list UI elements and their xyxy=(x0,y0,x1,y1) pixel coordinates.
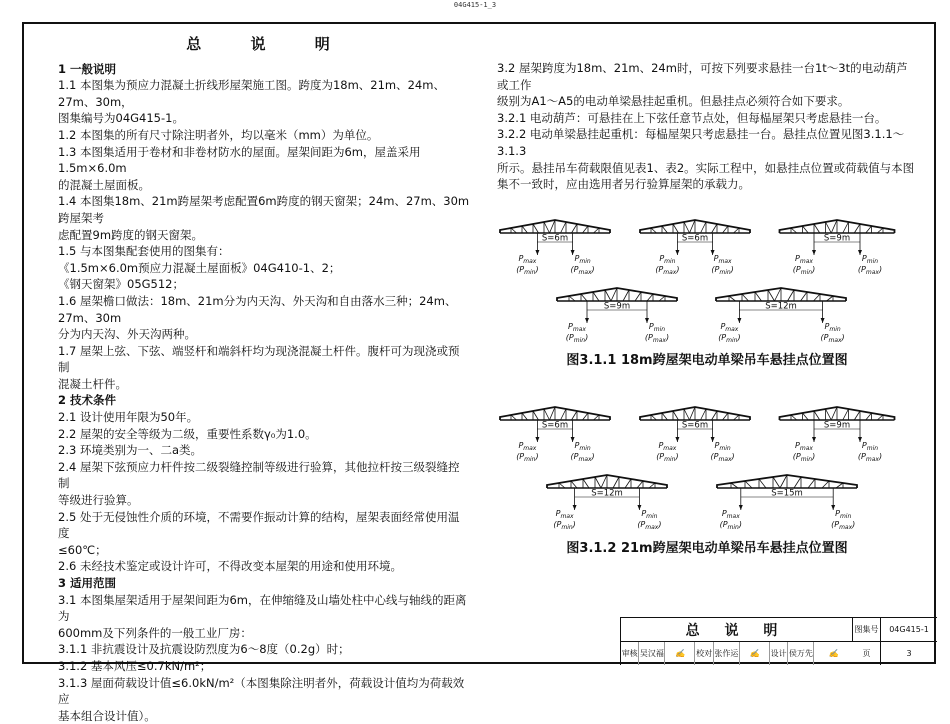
left-text xyxy=(58,61,470,724)
diagonal-member xyxy=(826,409,832,420)
page-title: 总 说 明 xyxy=(186,35,352,53)
signature-row xyxy=(621,642,853,665)
diagonal-member xyxy=(866,413,872,420)
arrow-left xyxy=(675,250,679,255)
text-line: 1.1 本图集为预应力混凝土折线形屋架施工图。跨度为18m、21m、24m、27m、30m， xyxy=(58,78,445,109)
text-line: 虑配置9m跨度的钢天窗架。 xyxy=(58,227,204,242)
text-line: 《1.5m×6.0m预应力混凝土屋面板》04G410-1、2； xyxy=(58,260,341,275)
load-label-left: $P_{max}$ xyxy=(795,440,813,452)
diagonal-member xyxy=(854,411,860,420)
arrow-left xyxy=(585,318,589,323)
atlas-number: 04G415-1 xyxy=(881,618,937,642)
diagonal-member xyxy=(701,222,707,233)
diagonal-member xyxy=(803,226,809,233)
diagonal-member xyxy=(690,220,696,233)
diagonal-member xyxy=(593,292,599,301)
arrow-left xyxy=(573,505,577,510)
diagonal-member xyxy=(854,224,860,233)
truss-diagram xyxy=(780,220,895,276)
diagonal-member xyxy=(544,222,550,233)
load-label-left: $P_{max}$ xyxy=(568,321,586,333)
text-line: 1.5 与本图集配套使用的图集有： xyxy=(58,244,230,259)
arrow-left xyxy=(535,437,539,442)
diagonal-member xyxy=(755,292,762,301)
diagonal-member xyxy=(613,477,619,488)
load-label-right: $P_{min}$ xyxy=(648,321,666,333)
load-label-right-alt: $(P_{max})$ xyxy=(857,264,883,276)
text-line: 所示。悬挂吊车荷载限值见表1、表2。实际工程中，如悬挂点位置或荷载值与本图 xyxy=(497,160,915,175)
diagonal-member xyxy=(775,288,782,301)
figure-3-1-2-diagram xyxy=(497,402,917,532)
diagonal-member xyxy=(561,409,567,420)
section-heading: 3 适用范围 xyxy=(58,576,117,590)
diagonal-member xyxy=(572,224,578,233)
text-line: 的混凝土屋面板。 xyxy=(58,177,150,192)
arrow-left xyxy=(812,437,816,442)
truss-diagram xyxy=(780,407,895,463)
span-label: S=6m xyxy=(681,420,709,431)
load-label-right-alt: $(P_{max})$ xyxy=(820,332,845,344)
diagonal-member xyxy=(583,479,589,488)
arrow-left xyxy=(535,250,539,255)
text-line: 600mm及下列条件的一般工业厂房： xyxy=(58,625,252,640)
review-signature: ✍ xyxy=(665,642,695,665)
diagonal-member xyxy=(843,409,849,420)
diagonal-member xyxy=(826,222,832,233)
diagonal-member xyxy=(843,222,849,233)
load-label-left: $P_{max}$ xyxy=(518,253,537,265)
diagonal-member xyxy=(803,413,809,420)
arrow-left xyxy=(739,505,743,510)
text-line: 2.4 屋架下弦预应力杆件按二级裂缝控制等级进行验算，其他拉杆按三级裂缝控制 xyxy=(58,459,460,491)
truss-diagram xyxy=(640,407,750,463)
design-name: 侯万先 xyxy=(788,642,814,665)
diagonal-member xyxy=(831,407,837,420)
diagonal-member xyxy=(684,222,690,233)
section-heading: 2 技术条件 xyxy=(58,393,117,408)
load-label-left: $P_{max}$ xyxy=(518,440,537,452)
diagonal-member xyxy=(571,481,577,488)
load-label-right: $P_{min}$ xyxy=(641,508,658,520)
arrow-left xyxy=(812,250,816,255)
page-label: 04G415-1_3 xyxy=(453,1,497,9)
load-label-left-alt: $(P_{min})$ xyxy=(792,451,816,463)
load-label-left-alt: $(P_{min})$ xyxy=(719,519,743,531)
diagonal-member xyxy=(673,224,679,233)
text-line: 分为内天沟、外天沟两种。 xyxy=(58,327,196,342)
diagonal-member xyxy=(595,477,601,488)
diagonal-member xyxy=(822,481,829,488)
diagonal-member xyxy=(583,413,589,420)
figure-3-1-1-diagram xyxy=(497,215,917,345)
load-label-left-alt: $(P_{min})$ xyxy=(656,451,679,463)
load-label-left-alt: $(P_{min})$ xyxy=(792,264,816,276)
diagonal-member xyxy=(788,290,795,301)
diagonal-member xyxy=(801,292,808,301)
load-label-right: $P_{min}$ xyxy=(835,508,852,520)
span-label: S=6m xyxy=(541,233,569,244)
text-line: 1.2 本图集的所有尺寸除注明者外，均以毫米（mm）为单位。 xyxy=(58,127,379,142)
atlas-number-label: 图集号 xyxy=(853,618,881,642)
load-label-right: $P_{min}$ xyxy=(574,253,591,265)
diagonal-member xyxy=(712,224,718,233)
text-line: 基本组合设计值）。 xyxy=(58,708,156,723)
truss-diagram xyxy=(547,475,667,531)
text-line: 混凝土杆件。 xyxy=(58,376,127,391)
diagonal-member xyxy=(723,413,729,420)
diagonal-member xyxy=(723,226,729,233)
load-label-left: $P_{max}$ xyxy=(658,440,677,452)
span-label: S=15m xyxy=(771,488,803,499)
text-line: 2.1 设计使用年限为50年。 xyxy=(58,410,199,425)
diagonal-member xyxy=(780,475,787,488)
load-label-right-alt: $(P_{max})$ xyxy=(710,451,735,463)
load-label-left: $P_{max}$ xyxy=(720,321,739,333)
page-number: 3 xyxy=(906,649,912,658)
load-label-right-alt: $(P_{max})$ xyxy=(831,519,856,531)
diagonal-member xyxy=(611,288,617,301)
diagonal-member xyxy=(544,409,550,420)
span-label: S=12m xyxy=(765,301,797,312)
diagonal-member xyxy=(773,477,780,488)
load-label-left-alt: $(P_{min})$ xyxy=(516,451,539,463)
load-label-left: $P_{max}$ xyxy=(555,508,574,520)
text-line: 集不一致时，应由选用者另行验算屋架的承载力。 xyxy=(497,177,750,192)
diagonal-member xyxy=(647,294,653,301)
text-line: 3.2.2 电动单梁悬挂起重机：每榀屋架只考虑悬挂一台。悬挂点位置见图3.1.1～3.1.3 xyxy=(497,127,905,158)
figure-3-1-2 xyxy=(497,402,917,557)
design-signature: ✍ xyxy=(828,649,839,658)
text-line: 2.5 处于无侵蚀性介质的环境，不需要作振动计算的结构，屋架表面经常使用温度 xyxy=(58,509,460,541)
text-line: 等级进行验算。 xyxy=(58,493,139,508)
span-label: S=6m xyxy=(681,233,709,244)
text-line: 2.3 环境类别为一、二a类。 xyxy=(58,443,202,458)
load-label-left-alt: $(P_{max})$ xyxy=(655,264,680,276)
load-label-left-alt: $(P_{min})$ xyxy=(718,332,741,344)
load-label-right-alt: $(P_{min})$ xyxy=(711,264,734,276)
truss-diagram xyxy=(500,407,610,463)
diagonal-member xyxy=(583,226,589,233)
text-line: 1.7 屋架上弦、下弦、端竖杆和端斜杆均为现浇混凝土杆件。腹杆可为现浇或预制 xyxy=(58,343,460,375)
arrow-left xyxy=(737,318,741,323)
text-line: 1.4 本图集18m、21m跨屋架考虑配置6m跨度的钢天窗架；24m、27m、30m跨屋架考 xyxy=(58,194,470,225)
truss-diagram xyxy=(557,288,677,344)
design-label: 设计 xyxy=(770,642,788,665)
diagonal-member xyxy=(637,481,643,488)
figure-3-1-2-caption: 图3.1.2 21m跨屋架电动单梁吊车悬挂点位置图 xyxy=(566,540,848,556)
span-label: S=9m xyxy=(603,301,631,312)
diagonal-member xyxy=(635,292,641,301)
diagonal-member xyxy=(814,411,820,420)
diagonal-member xyxy=(759,479,766,488)
load-label-right: $P_{min}$ xyxy=(861,440,879,452)
truss-diagram xyxy=(500,220,610,276)
diagonal-member xyxy=(550,220,556,233)
load-label-left: $P_{max}$ xyxy=(795,253,813,265)
text-line: 3.2 屋架跨度为18m、21m、24m时，可按下列要求悬挂一台1t～3t的电动葫芦或工作 xyxy=(497,61,908,92)
figure-3-1-1-caption: 图3.1.1 18m跨屋架电动单梁吊车悬挂点位置图 xyxy=(566,353,848,369)
text-line: 2.6 未经技术鉴定或设计许可，不得改变本屋架的用途和使用环境。 xyxy=(58,559,402,574)
load-label-right-alt: $(P_{max})$ xyxy=(570,451,595,463)
span-label: S=12m xyxy=(591,488,623,499)
truss-diagram xyxy=(640,220,750,276)
load-label-right-alt: $(P_{max})$ xyxy=(637,519,662,531)
diagonal-member xyxy=(831,220,837,233)
check-name: 张作运 xyxy=(714,642,740,665)
span-label: S=9m xyxy=(823,420,851,431)
span-label: S=9m xyxy=(823,233,851,244)
check-signature: ✍ xyxy=(740,642,770,665)
diagonal-member xyxy=(673,411,679,420)
diagonal-member xyxy=(662,413,668,420)
load-label-left-alt: $(P_{min})$ xyxy=(516,264,539,276)
text-line: 3.1.3 屋面荷载设计值≤6.0kN/m²（本图集除注明者外，荷载设计值均为荷载效应 xyxy=(58,675,465,707)
load-label-right: $P_{min}$ xyxy=(861,253,879,265)
diagonal-member xyxy=(742,294,749,301)
diagonal-member xyxy=(522,413,528,420)
diagonal-member xyxy=(533,224,539,233)
figure-3-1-1 xyxy=(497,215,917,370)
diagonal-member xyxy=(572,411,578,420)
load-label-right: $P_{max}$ xyxy=(713,253,732,265)
truss-diagram xyxy=(717,475,857,531)
title-block-title: 总 说 明 xyxy=(621,618,853,642)
diagonal-member xyxy=(768,290,775,301)
diagonal-member xyxy=(712,411,718,420)
diagonal-member xyxy=(581,294,587,301)
title-block xyxy=(620,617,937,665)
truss-diagram xyxy=(716,288,846,344)
page-number-label: 页 xyxy=(853,642,881,665)
load-label-left: $P_{max}$ xyxy=(721,508,740,520)
diagonal-member xyxy=(561,222,567,233)
diagonal-member xyxy=(701,409,707,420)
arrow-left xyxy=(675,437,679,442)
text-line: 3.1.2 基本风压≤0.7kN/m²； xyxy=(58,658,212,673)
text-line: ≤60℃； xyxy=(58,542,107,557)
diagonal-member xyxy=(808,479,815,488)
load-label-left: $P_{min}$ xyxy=(659,253,676,265)
text-line: 3.2.1 电动葫芦：可悬挂在上下弦任意节点处，但每榀屋架只考虑悬挂一台。 xyxy=(497,110,887,125)
load-label-right-alt: $(P_{max})$ xyxy=(857,451,883,463)
section-heading: 1 一般说明 xyxy=(58,61,117,76)
diagonal-member xyxy=(745,481,752,488)
text-line: 3.1 本图集屋架适用于屋架间距为6m，在伸缩缝及山墙处柱中心线与轴线的距离为 xyxy=(58,592,467,624)
load-label-right-alt: $(P_{max})$ xyxy=(570,264,595,276)
load-label-right: $P_{min}$ xyxy=(824,321,841,333)
right-text xyxy=(497,60,917,193)
diagonal-member xyxy=(522,226,528,233)
text-line: 1.3 本图集适用于卷材和非卷材防水的屋面。屋架间距为6m，屋盖采用1.5m×6.0m xyxy=(58,144,421,176)
diagonal-member xyxy=(662,226,668,233)
right-column xyxy=(497,60,917,557)
left-column xyxy=(58,36,470,724)
diagonal-member xyxy=(684,409,690,420)
load-label-right: $P_{min}$ xyxy=(574,440,591,452)
load-label-left-alt: $(P_{min})$ xyxy=(565,332,589,344)
review-name: 吴汉福 xyxy=(639,642,665,665)
text-line: 2.2 屋架的安全等级为二级，重要性系数γ₀为1.0。 xyxy=(58,426,317,441)
text-line: 级别为A1～A5的电动单梁悬挂起重机。但悬挂点必须符合如下要求。 xyxy=(497,94,850,109)
check-label: 校对 xyxy=(695,642,713,665)
text-line: 1.6 屋架檐口做法：18m、21m分为内天沟、外天沟和自由落水三种；24m、27m、30m xyxy=(58,293,457,325)
load-label-right-alt: $(P_{max})$ xyxy=(644,332,670,344)
review-label: 审核 xyxy=(621,642,639,665)
diagonal-member xyxy=(814,224,820,233)
diagonal-member xyxy=(690,407,696,420)
diagonal-member xyxy=(794,477,801,488)
diagonal-member xyxy=(625,479,631,488)
diagonal-member xyxy=(601,475,607,488)
diagonal-member xyxy=(814,294,821,301)
text-line: 图集编号为04G415-1。 xyxy=(58,111,184,126)
text-line: 《钢天窗架》05G512； xyxy=(58,277,184,292)
diagonal-member xyxy=(533,411,539,420)
text-line: 3.1.1 非抗震设计及抗震设防烈度为6～8度（0.2g）时； xyxy=(58,642,350,657)
diagonal-member xyxy=(605,290,611,301)
diagonal-member xyxy=(866,226,872,233)
load-label-left-alt: $(P_{min})$ xyxy=(553,519,576,531)
diagonal-member xyxy=(623,290,629,301)
span-label: S=6m xyxy=(541,420,569,431)
load-label-right: $P_{min}$ xyxy=(714,440,731,452)
diagonal-member xyxy=(550,407,556,420)
